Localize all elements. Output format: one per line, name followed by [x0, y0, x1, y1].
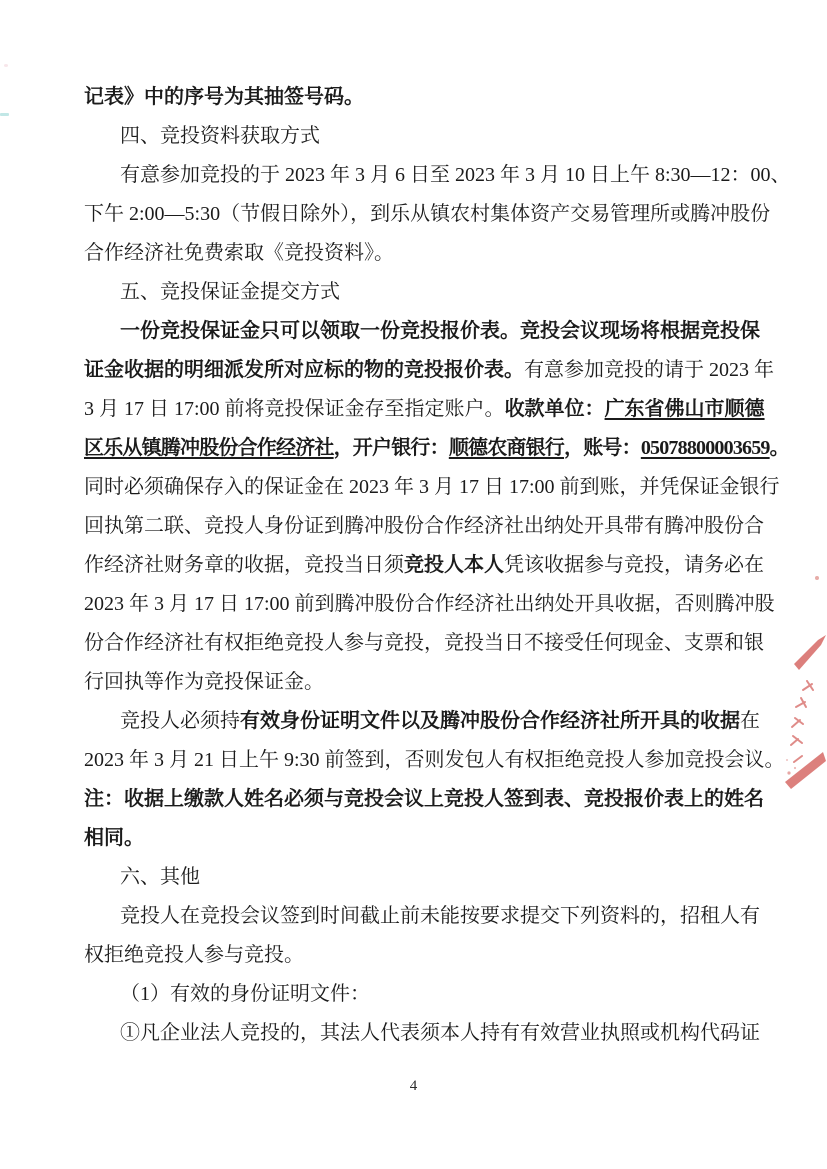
body-text-line: [84, 351, 784, 390]
line-text: 有意参加竞投的于 2023 年 3 月 6 日至 2023 年 3 月 10 日上午 8:30—12：00、: [120, 164, 791, 186]
emphasis-text: 竞投人本人: [404, 554, 504, 576]
body-text-line: [84, 468, 784, 507]
line-text: 。: [769, 437, 789, 459]
heading-text: 四、竞投资料获取方式: [120, 125, 320, 147]
body-text-line: [84, 546, 784, 585]
line-text: 回执第二联、竞投人身份证到腾冲股份合作经济社出纳处开具带有腾冲股份合: [84, 515, 764, 537]
scan-artifact-red-dot: [815, 576, 819, 580]
line-text: 作经济社财务章的收据，竞投当日须: [84, 554, 404, 576]
account-number: 05078800003659: [640, 437, 770, 459]
payee-name-part: 区乐从镇腾冲股份合作经济社: [84, 437, 334, 459]
line-text: 2023 年 3 月 17 日 17:00 前到腾冲股份合作经济社出纳处开具收据，否则腾冲股: [84, 593, 775, 615]
line-text: 竞投人在竞投会议签到时间截止前未能按要求提交下列资料的，招租人有: [120, 905, 760, 927]
section-heading-line: [84, 858, 784, 897]
section-heading-line: [84, 117, 784, 156]
line-text: 竞投人必须持: [120, 710, 240, 732]
line-text: 凭该收据参与竞投，请务必在: [504, 554, 764, 576]
body-text-line: [84, 312, 784, 351]
line-text: 一份竞投保证金只可以领取一份竞投报价表。竞投会议现场将根据竞投保: [120, 320, 760, 342]
red-seal-stamp: [781, 632, 827, 796]
scan-artifact-cyan: [0, 113, 9, 116]
body-text-line: [84, 234, 784, 273]
line-text: 有意参加竞投的请于 2023 年: [524, 359, 774, 381]
note-line: [84, 819, 784, 858]
line-text: 3 月 17 日 17:00 前将竞投保证金存至指定账户。: [84, 398, 505, 420]
account-label: ，账号：: [564, 437, 641, 459]
line-text: 2023 年 3 月 21 日上午 9:30 前签到，否则发包人有权拒绝竞投人参加竞投会议。: [84, 749, 785, 771]
line-text: 合作经济社免费索取《竞投资料》。: [84, 242, 394, 264]
line-text: 行回执等作为竞投保证金。: [84, 671, 324, 693]
note-line: [84, 780, 784, 819]
note-text: 注：收据上缴款人姓名必须与竞投会议上竞投人签到表、竞投报价表上的姓名: [84, 788, 764, 810]
bank-name: 顺德农商银行: [448, 437, 565, 459]
body-text-line: [84, 663, 784, 702]
body-text-line: [84, 390, 784, 429]
list-item-line: [84, 1014, 784, 1053]
line-text: ①凡企业法人竞投的，其法人代表须本人持有有效营业执照或机构代码证: [120, 1022, 760, 1044]
section-heading-line: [84, 273, 784, 312]
line-text: （1）有效的身份证明文件：: [120, 983, 370, 1005]
line-text: 证金收据的明细派发所对应标的物的竞投报价表。: [84, 359, 524, 381]
body-text-line: [84, 78, 784, 117]
body-text-line: [84, 624, 784, 663]
body-text-line: [84, 741, 784, 780]
document-body: [84, 78, 791, 1053]
body-text-line: [84, 897, 784, 936]
page-number: 4: [409, 1078, 418, 1094]
body-text-line: [84, 156, 791, 195]
body-text-line: [84, 429, 789, 468]
line-text: 下午 2:00—5:30（节假日除外），到乐从镇农村集体资产交易管理所或腾冲股份: [84, 203, 771, 225]
emphasis-text: 有效身份证明文件以及腾冲股份合作经济社所开具的收据: [240, 710, 740, 732]
bank-label: ，开户银行：: [333, 437, 449, 459]
payee-name-part: 广东省佛山市顺德: [604, 398, 765, 420]
body-text-line: [84, 195, 784, 234]
heading-text: 五、竞投保证金提交方式: [120, 281, 340, 303]
note-text: 相同。: [84, 827, 144, 849]
line-text: 份合作经济社有权拒绝竞投人参与竞投，竞投当日不接受任何现金、支票和银: [84, 632, 764, 654]
body-text-line: [84, 507, 784, 546]
payee-label: 收款单位：: [504, 398, 605, 420]
heading-text: 六、其他: [120, 866, 200, 888]
body-text-line: [84, 702, 784, 741]
line-text: 记表》中的序号为其抽签号码。: [84, 86, 364, 108]
line-text: 在: [740, 710, 760, 732]
list-item-line: [84, 975, 784, 1014]
scan-artifact-speckle: [4, 64, 8, 67]
body-text-line: [84, 585, 784, 624]
line-text: 权拒绝竞投人参与竞投。: [84, 944, 304, 966]
body-text-line: [84, 936, 784, 975]
line-text: 同时必须确保存入的保证金在 2023 年 3 月 17 日 17:00 前到账，并凭保证金银行: [84, 476, 780, 498]
